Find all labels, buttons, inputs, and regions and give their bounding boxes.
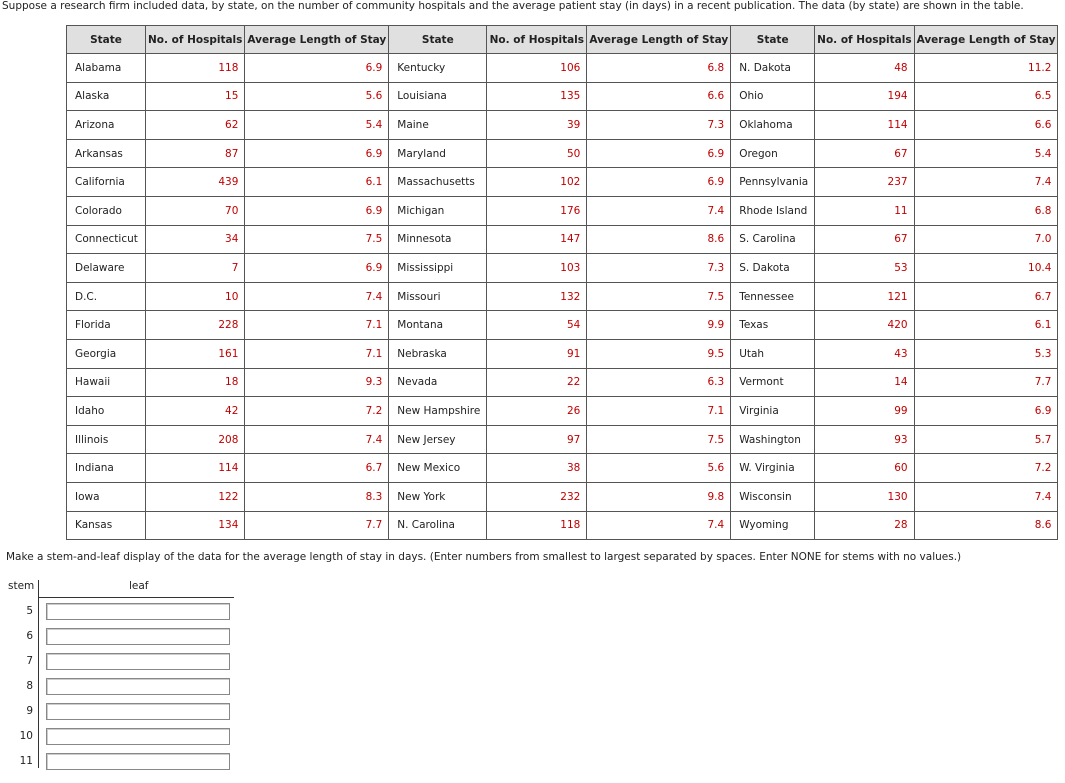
state-cell: Oregon <box>731 139 815 168</box>
hospitals-cell: 62 <box>146 111 245 140</box>
column-header: State <box>67 26 146 54</box>
stem-label: 8 <box>26 680 33 692</box>
column-header: State <box>389 26 487 54</box>
column-header: No. of Hospitals <box>146 26 245 54</box>
stay-cell: 6.9 <box>245 139 389 168</box>
stem-label: 6 <box>26 630 33 642</box>
state-cell: W. Virginia <box>731 454 815 483</box>
stem-leaf-divider-vertical <box>38 580 39 768</box>
table-row <box>67 168 1058 197</box>
hospitals-cell: 18 <box>146 368 245 397</box>
table-row <box>67 311 1058 340</box>
stay-cell: 6.5 <box>914 82 1058 111</box>
table-row <box>67 282 1058 311</box>
leaf-input-10[interactable] <box>46 728 230 745</box>
hospitals-cell: 48 <box>815 54 914 83</box>
stay-cell: 9.3 <box>245 368 389 397</box>
hospitals-cell: 60 <box>815 454 914 483</box>
hospitals-cell: 67 <box>815 139 914 168</box>
state-cell: Minnesota <box>389 225 487 254</box>
hospitals-cell: 161 <box>146 339 245 368</box>
state-cell: Indiana <box>67 454 146 483</box>
stay-cell: 7.4 <box>587 511 731 540</box>
stem-leaf-divider-horizontal <box>38 597 234 598</box>
state-cell: Connecticut <box>67 225 146 254</box>
state-cell: Delaware <box>67 254 146 283</box>
stay-cell: 7.4 <box>587 196 731 225</box>
state-cell: Wyoming <box>731 511 815 540</box>
state-cell: Texas <box>731 311 815 340</box>
state-cell: Nevada <box>389 368 487 397</box>
state-cell: Idaho <box>67 397 146 426</box>
hospitals-cell: 103 <box>487 254 587 283</box>
state-cell: D.C. <box>67 282 146 311</box>
state-cell: Maryland <box>389 139 487 168</box>
state-cell: Missouri <box>389 282 487 311</box>
leaf-column-header: leaf <box>129 580 149 592</box>
stay-cell: 9.8 <box>587 482 731 511</box>
state-cell: Ohio <box>731 82 815 111</box>
stem-label: 5 <box>26 605 33 617</box>
hospitals-cell: 11 <box>815 196 914 225</box>
stay-cell: 7.0 <box>914 225 1058 254</box>
stay-cell: 7.3 <box>587 111 731 140</box>
hospitals-cell: 15 <box>146 82 245 111</box>
stay-cell: 6.6 <box>587 82 731 111</box>
state-cell: Pennsylvania <box>731 168 815 197</box>
state-cell: Arkansas <box>67 139 146 168</box>
stay-cell: 6.7 <box>914 282 1058 311</box>
stem-label: 10 <box>19 730 33 742</box>
hospitals-cell: 114 <box>146 454 245 483</box>
state-cell: New Hampshire <box>389 397 487 426</box>
table-row <box>67 82 1058 111</box>
stay-cell: 7.4 <box>245 425 389 454</box>
state-cell: Florida <box>67 311 146 340</box>
state-cell: N. Dakota <box>731 54 815 83</box>
state-cell: S. Carolina <box>731 225 815 254</box>
state-cell: Virginia <box>731 397 815 426</box>
column-header: No. of Hospitals <box>487 26 587 54</box>
state-cell: Colorado <box>67 196 146 225</box>
state-cell: Hawaii <box>67 368 146 397</box>
column-header: State <box>731 26 815 54</box>
state-cell: Alabama <box>67 54 146 83</box>
stay-cell: 6.3 <box>587 368 731 397</box>
hospitals-cell: 26 <box>487 397 587 426</box>
stay-cell: 11.2 <box>914 54 1058 83</box>
instructions: Make a stem-and-leaf display of the data for the average length of stay in days. (Enter numbers from smallest to largest separated by spaces. Enter NONE for stems with no values.) <box>6 551 962 563</box>
state-cell: Louisiana <box>389 82 487 111</box>
hospitals-cell: 132 <box>487 282 587 311</box>
hospitals-cell: 7 <box>146 254 245 283</box>
stay-cell: 7.2 <box>914 454 1058 483</box>
state-cell: Arizona <box>67 111 146 140</box>
stay-cell: 9.9 <box>587 311 731 340</box>
hospitals-cell: 237 <box>815 168 914 197</box>
table-row <box>67 54 1058 83</box>
state-cell: Illinois <box>67 425 146 454</box>
stay-cell: 6.6 <box>914 111 1058 140</box>
state-cell: S. Dakota <box>731 254 815 283</box>
leaf-input-9[interactable] <box>46 703 230 720</box>
stay-cell: 7.3 <box>587 254 731 283</box>
state-cell: Michigan <box>389 196 487 225</box>
stay-cell: 7.4 <box>245 282 389 311</box>
stay-cell: 7.5 <box>587 282 731 311</box>
hospitals-cell: 70 <box>146 196 245 225</box>
state-cell: New Mexico <box>389 454 487 483</box>
stay-cell: 5.4 <box>914 139 1058 168</box>
state-cell: Oklahoma <box>731 111 815 140</box>
stay-cell: 6.1 <box>245 168 389 197</box>
stem-label: 9 <box>26 705 33 717</box>
stay-cell: 6.8 <box>587 54 731 83</box>
hospitals-cell: 208 <box>146 425 245 454</box>
stay-cell: 7.5 <box>587 425 731 454</box>
stay-cell: 7.4 <box>914 168 1058 197</box>
hospitals-cell: 122 <box>146 482 245 511</box>
state-cell: Nebraska <box>389 339 487 368</box>
hospitals-cell: 420 <box>815 311 914 340</box>
stay-cell: 7.4 <box>914 482 1058 511</box>
leaf-input-8[interactable] <box>46 678 230 695</box>
stay-cell: 7.5 <box>245 225 389 254</box>
table-row <box>67 225 1058 254</box>
state-cell: Wisconsin <box>731 482 815 511</box>
table-row <box>67 368 1058 397</box>
table-row <box>67 397 1058 426</box>
hospital-data-table <box>66 25 1058 540</box>
hospitals-cell: 118 <box>146 54 245 83</box>
column-header: No. of Hospitals <box>815 26 914 54</box>
hospitals-cell: 176 <box>487 196 587 225</box>
state-cell: California <box>67 168 146 197</box>
hospitals-cell: 38 <box>487 454 587 483</box>
stay-cell: 7.1 <box>245 339 389 368</box>
state-cell: Mississippi <box>389 254 487 283</box>
hospitals-cell: 194 <box>815 82 914 111</box>
hospitals-cell: 121 <box>815 282 914 311</box>
hospitals-cell: 118 <box>487 511 587 540</box>
hospitals-cell: 22 <box>487 368 587 397</box>
state-cell: Montana <box>389 311 487 340</box>
hospitals-cell: 130 <box>815 482 914 511</box>
table-row <box>67 454 1058 483</box>
state-cell: New Jersey <box>389 425 487 454</box>
state-cell: Utah <box>731 339 815 368</box>
table-row <box>67 339 1058 368</box>
table-row <box>67 254 1058 283</box>
table-row <box>67 482 1058 511</box>
table-row <box>67 196 1058 225</box>
state-cell: Alaska <box>67 82 146 111</box>
stay-cell: 8.6 <box>587 225 731 254</box>
hospitals-cell: 14 <box>815 368 914 397</box>
state-cell: Vermont <box>731 368 815 397</box>
state-cell: Rhode Island <box>731 196 815 225</box>
hospitals-cell: 135 <box>487 82 587 111</box>
stay-cell: 6.9 <box>914 397 1058 426</box>
hospitals-cell: 54 <box>487 311 587 340</box>
table-row <box>67 511 1058 540</box>
hospitals-cell: 102 <box>487 168 587 197</box>
hospitals-cell: 228 <box>146 311 245 340</box>
state-cell: New York <box>389 482 487 511</box>
leaf-input-6[interactable] <box>46 628 230 645</box>
hospitals-cell: 439 <box>146 168 245 197</box>
stay-cell: 6.7 <box>245 454 389 483</box>
stem-column-header: stem <box>8 580 35 592</box>
state-cell: Georgia <box>67 339 146 368</box>
hospitals-cell: 42 <box>146 397 245 426</box>
hospitals-cell: 87 <box>146 139 245 168</box>
hospitals-cell: 53 <box>815 254 914 283</box>
stay-cell: 5.7 <box>914 425 1058 454</box>
table-row <box>67 425 1058 454</box>
state-cell: Maine <box>389 111 487 140</box>
stay-cell: 6.9 <box>245 254 389 283</box>
column-header: Average Length of Stay <box>587 26 731 54</box>
table-row <box>67 139 1058 168</box>
hospitals-cell: 106 <box>487 54 587 83</box>
table-row <box>67 111 1058 140</box>
stay-cell: 6.1 <box>914 311 1058 340</box>
leaf-input-5[interactable] <box>46 603 230 620</box>
hospitals-cell: 99 <box>815 397 914 426</box>
hospitals-cell: 114 <box>815 111 914 140</box>
hospitals-cell: 147 <box>487 225 587 254</box>
stay-cell: 7.1 <box>587 397 731 426</box>
state-cell: Massachusetts <box>389 168 487 197</box>
stay-cell: 5.6 <box>587 454 731 483</box>
leaf-input-7[interactable] <box>46 653 230 670</box>
stay-cell: 8.6 <box>914 511 1058 540</box>
leaf-input-11[interactable] <box>46 753 230 770</box>
stay-cell: 6.9 <box>587 139 731 168</box>
stay-cell: 7.7 <box>245 511 389 540</box>
stay-cell: 6.9 <box>587 168 731 197</box>
stay-cell: 10.4 <box>914 254 1058 283</box>
stay-cell: 7.7 <box>914 368 1058 397</box>
state-cell: N. Carolina <box>389 511 487 540</box>
hospitals-cell: 43 <box>815 339 914 368</box>
stem-label: 7 <box>26 655 33 667</box>
stay-cell: 5.4 <box>245 111 389 140</box>
stay-cell: 5.6 <box>245 82 389 111</box>
stay-cell: 7.2 <box>245 397 389 426</box>
column-header: Average Length of Stay <box>245 26 389 54</box>
stay-cell: 8.3 <box>245 482 389 511</box>
hospitals-cell: 34 <box>146 225 245 254</box>
stay-cell: 9.5 <box>587 339 731 368</box>
hospitals-cell: 10 <box>146 282 245 311</box>
problem-intro: Suppose a research firm included data, by state, on the number of community hospitals and the average patient stay (in days) in a recent publication. The data (by state) are shown in the table. <box>2 0 1024 12</box>
stay-cell: 7.1 <box>245 311 389 340</box>
table-header-row <box>67 26 1058 54</box>
hospitals-cell: 97 <box>487 425 587 454</box>
stem-label: 11 <box>19 755 33 767</box>
state-cell: Kansas <box>67 511 146 540</box>
state-cell: Tennessee <box>731 282 815 311</box>
hospitals-cell: 67 <box>815 225 914 254</box>
state-cell: Washington <box>731 425 815 454</box>
hospitals-cell: 28 <box>815 511 914 540</box>
hospitals-cell: 134 <box>146 511 245 540</box>
stay-cell: 5.3 <box>914 339 1058 368</box>
hospitals-cell: 232 <box>487 482 587 511</box>
stay-cell: 6.9 <box>245 54 389 83</box>
hospitals-cell: 50 <box>487 139 587 168</box>
stay-cell: 6.8 <box>914 196 1058 225</box>
column-header: Average Length of Stay <box>914 26 1058 54</box>
state-cell: Iowa <box>67 482 146 511</box>
hospitals-cell: 93 <box>815 425 914 454</box>
stay-cell: 6.9 <box>245 196 389 225</box>
state-cell: Kentucky <box>389 54 487 83</box>
hospitals-cell: 39 <box>487 111 587 140</box>
hospitals-cell: 91 <box>487 339 587 368</box>
